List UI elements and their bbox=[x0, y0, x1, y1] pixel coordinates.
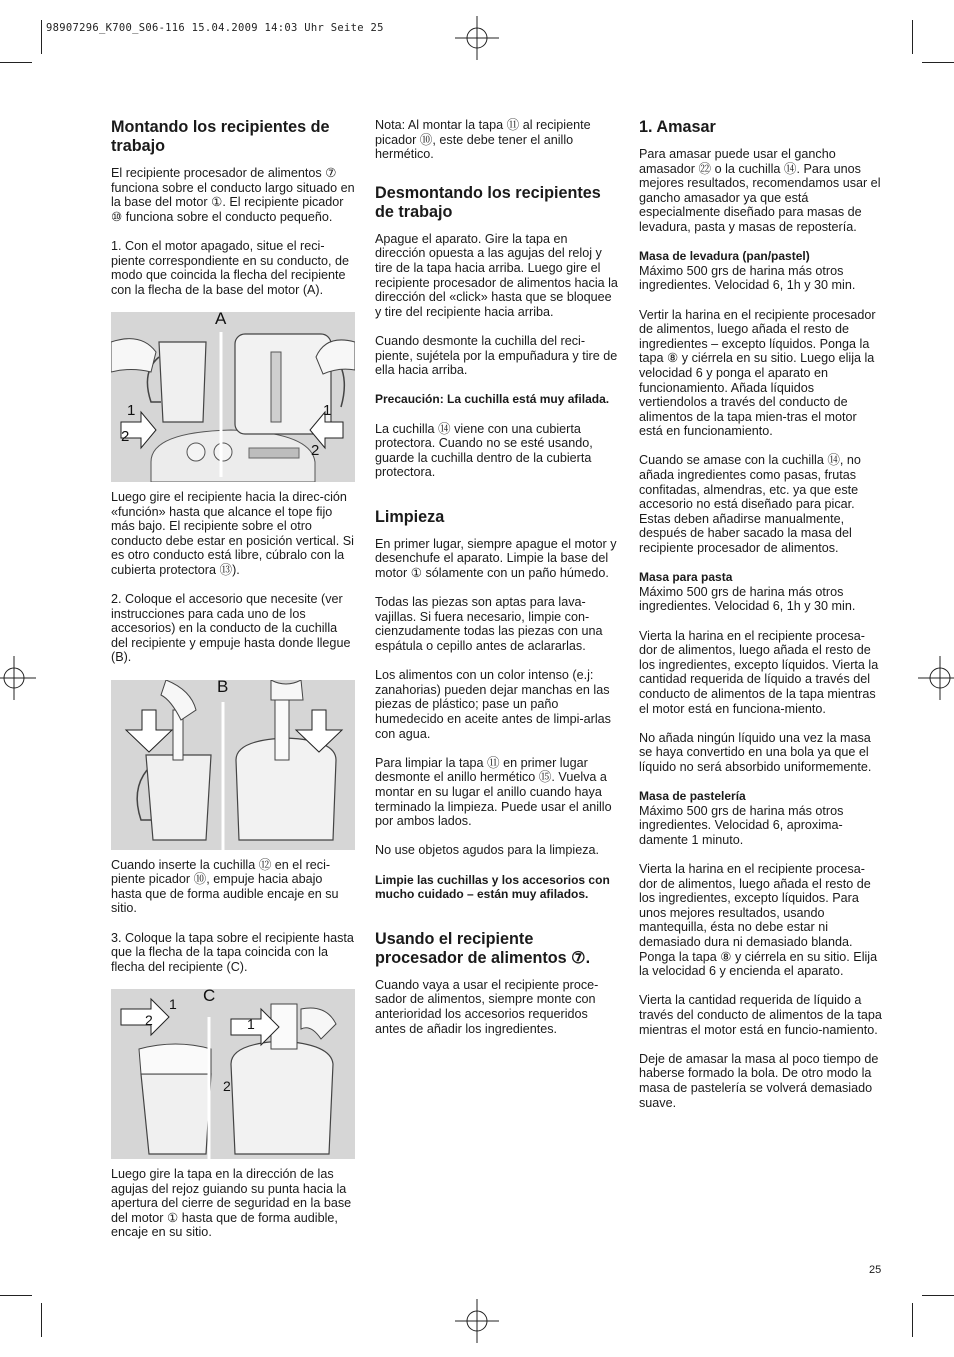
paragraph bbox=[639, 789, 883, 847]
paragraph-text: Máximo 500 grs de harina más otros ingredientes. Velocidad 6, 1h y 30 min. bbox=[639, 584, 856, 614]
section-title-amasar: 1. Amasar bbox=[639, 118, 716, 136]
paragraph: Vierta la harina en el recipiente procesa-dor de alimentos, luego añada el resto de los ingredientes, excepto líquidos. Para unos mejores resultados, usando mantequilla, ésta no debe estar ni demasiado dura ni demasiado blanda. Ponga la tapa ⑧ y ciérrela en su sitio. Elija la velocidad 6 y encienda el aparato. bbox=[639, 862, 878, 979]
figure-step-number: 2 bbox=[223, 1078, 231, 1094]
warning-text: Precaución: La cuchilla está muy afilada. bbox=[375, 392, 610, 407]
paragraph: Luego gire el recipiente hacia la direc-ción «función» hasta que alcance el tope fijo más bajo. El recipiente sobre el otro conducto debe estar en posición vertical. Si es otro conducto está libre, cúbralo con la cubierta protectora ⑬). bbox=[111, 489, 354, 577]
figure-step-number: 2 bbox=[121, 427, 130, 445]
column-2 bbox=[375, 118, 619, 1051]
crop-mark bbox=[0, 62, 32, 63]
paragraph: Los alimentos con un color intenso (e.j: zanahorias) pueden dejar manchas en las piezas de plástico; pase un paño humedecido en aceite antes de limpi-arlas con agua. bbox=[375, 668, 611, 741]
crop-mark bbox=[922, 1295, 954, 1296]
figure-step-number: 2 bbox=[311, 441, 320, 459]
paragraph-text: Máximo 500 grs de harina más otros ingredientes. Velocidad 6, 1h y 30 min. bbox=[639, 263, 856, 293]
section-title-montando: Montando los recipientes de trabajo bbox=[111, 118, 330, 155]
figure-b bbox=[111, 680, 355, 850]
paragraph: 1. Con el motor apagado, situe el reci-piente correspondiente en su conducto, de modo que coincida la flecha del recipiente con la flecha de la base del motor (A). bbox=[111, 238, 350, 297]
registration-mark-right bbox=[918, 656, 954, 700]
column-1 bbox=[111, 118, 355, 1255]
figure-a bbox=[111, 312, 355, 482]
paragraph: No añada ningún líquido una vez la masa se haya convertido en una bola ya que el líquido no será absorbido uniformemente. bbox=[639, 730, 872, 774]
paragraph: En primer lugar, siempre apague el motor y desenchufe el aparato. Limpie la base del motor ① sólamente con un paño húmedo. bbox=[375, 536, 617, 581]
paragraph: Nota: Al montar la tapa ⑪ al recipiente picador ⑩, este debe tener el anillo hermético. bbox=[375, 118, 591, 162]
paragraph: Deje de amasar la masa al poco tiempo de haberse formado la bola. De otro modo la masa de pastelería se volverá demasiado suave. bbox=[639, 1051, 879, 1110]
paragraph: Vierta la harina en el recipiente procesa-dor de alimentos, luego añada el resto de los ingredientes, excepto líquidos. Vierta la cantidad requerida de líquido a través del conducto de alimentos de la tapa mientras el motor está en funciona-miento. bbox=[639, 628, 879, 716]
crop-mark bbox=[912, 20, 913, 54]
figure-label-c: C bbox=[203, 989, 216, 1005]
figure-step-number: 1 bbox=[127, 401, 136, 419]
paragraph: Cuando desmonte la cuchilla del reci-piente, sujétela por la empuñadura y tire de ella hacia arriba. bbox=[375, 333, 618, 378]
paragraph: Vierta la cantidad requerida de líquido a través del conducto de alimentos de la tapa mientras el motor está en funcio-namiento. bbox=[639, 993, 882, 1037]
warning-text: Limpie las cuchillas y los accesorios con mucho cuidado – están muy afilados. bbox=[375, 872, 610, 902]
registration-mark-left bbox=[0, 656, 36, 700]
registration-mark-top bbox=[455, 16, 499, 60]
figure-label-b: B bbox=[217, 679, 229, 696]
figure-label-a: A bbox=[215, 311, 227, 328]
registration-mark-bottom bbox=[455, 1299, 499, 1343]
subheading: Masa para pasta bbox=[639, 570, 733, 585]
figure-b-illustration bbox=[111, 680, 355, 850]
column-3 bbox=[639, 118, 883, 1125]
section-title-limpieza: Limpieza bbox=[375, 507, 445, 526]
paragraph bbox=[639, 570, 883, 614]
figure-step-number: 1 bbox=[247, 1016, 255, 1032]
paragraph: 2. Coloque el accesorio que necesite (ver instrucciones para cada uno de los accesorios) en la conducto de la cuchilla del recipiente y empuje hasta donde llegue (B). bbox=[111, 592, 351, 665]
crop-mark bbox=[41, 20, 42, 54]
crop-mark bbox=[922, 62, 954, 63]
crop-mark bbox=[912, 1303, 913, 1337]
paragraph: Para limpiar la tapa ⑪ en primer lugar desmonte el anillo hermético ⑮. Vuelva a montar en su lugar el anillo cuando haya terminado la limpieza. Puede usar el anillo por ambos lados. bbox=[375, 755, 612, 829]
paragraph: Para amasar puede usar el gancho amasador ㉒ o la cuchilla ⑭. Para unos mejores resultados, recomendamos usar el gancho amasador ya que está especialmente diseñado para masas de levadura, pasta y masas de repostería. bbox=[639, 147, 881, 234]
subheading: Masa de pastelería bbox=[639, 789, 746, 804]
paragraph: Apague el aparato. Gire la tapa en dirección opuesta a las agujas del reloj y tire de la tapa hacia arriba. Luego gire el recipiente procesador de alimentos hacia la dirección del «click» hasta que se bloquee y tire del recipiente hacia arriba. bbox=[375, 231, 618, 319]
paragraph: Cuando vaya a usar el recipiente proce-sador de alimentos, siempre monte con anterioridad los accesorios requeridos antes de añadir los ingredientes. bbox=[375, 977, 599, 1036]
section-title-usando: Usando el recipiente procesador de alimentos ⑦. bbox=[375, 929, 591, 967]
figure-step-number: 1 bbox=[169, 996, 177, 1012]
subheading: Masa de levadura (pan/pastel) bbox=[639, 249, 810, 264]
paragraph bbox=[639, 249, 883, 293]
figure-step-number: 1 bbox=[323, 401, 332, 419]
section-title-desmontando: Desmontando los recipientes de trabajo bbox=[375, 183, 601, 221]
page-number: 25 bbox=[869, 1264, 882, 1276]
figure-c bbox=[111, 989, 355, 1159]
paragraph: La cuchilla ⑭ viene con una cubierta protectora. Cuando no se esté usando, guarde la cuchilla dentro de la cubierta protectora. bbox=[375, 421, 593, 480]
paragraph: No use objetos agudos para la limpieza. bbox=[375, 843, 600, 858]
paragraph: Cuando inserte la cuchilla ⑫ en el reci-piente picador ⑩, empuje hacia abajo hasta que de forma audible encaje en su sitio. bbox=[111, 857, 339, 916]
print-slug: 98907296_K700_S06-116 15.04.2009 14:03 Uhr Seite 25 bbox=[46, 22, 384, 34]
figure-step-number: 2 bbox=[145, 1012, 153, 1028]
paragraph: Vertir la harina en el recipiente procesador de alimentos, luego añada el resto de ingredientes – excepto líquidos. Ponga la tapa ⑧ y ciérrela en su sitio. Luego elija la velocidad 6 y ponga el aparato en funcionamiento. Añada líquidos vertiendolos a través del conducto de alimentos de la tapa mien-tras el motor está en funcionamiento. bbox=[639, 307, 876, 439]
paragraph: El recipiente procesador de alimentos ⑦ funciona sobre el conducto largo situado en la base del motor ①. El recipiente picador ⑩ funciona sobre el conducto pequeño. bbox=[111, 166, 355, 224]
paragraph: 3. Coloque la tapa sobre el recipiente hasta que la flecha de la tapa coincida con la flecha del recipiente (C). bbox=[111, 930, 354, 974]
paragraph: Todas las piezas son aptas para lava-vajillas. Si fuera necesario, limpie con-cienzudamente todas las piezas con una espátula o cepillo antes de aclararlas. bbox=[375, 595, 603, 654]
paragraph: Luego gire la tapa en la dirección de las agujas del rejoz guiando su punta hacia la apertura del cierre de seguridad en la base del motor ① hasta que de forma audible, encaje en su sitio. bbox=[111, 1167, 352, 1240]
crop-mark bbox=[0, 1295, 32, 1296]
paragraph: Cuando se amase con la cuchilla ⑭, no añada ingredientes como pasas, frutas confitadas, almendras, etc. ya que este accesorio no está diseñado para picar. Estas deben añadirse manualmente, después de haber sacado la masa del recipiente procesador de alimentos. bbox=[639, 453, 861, 556]
paragraph-text: Máximo 500 grs de harina más otros ingredientes. Velocidad 6, aproxima-damente 1 minuto. bbox=[639, 803, 844, 847]
crop-mark bbox=[41, 1303, 42, 1337]
